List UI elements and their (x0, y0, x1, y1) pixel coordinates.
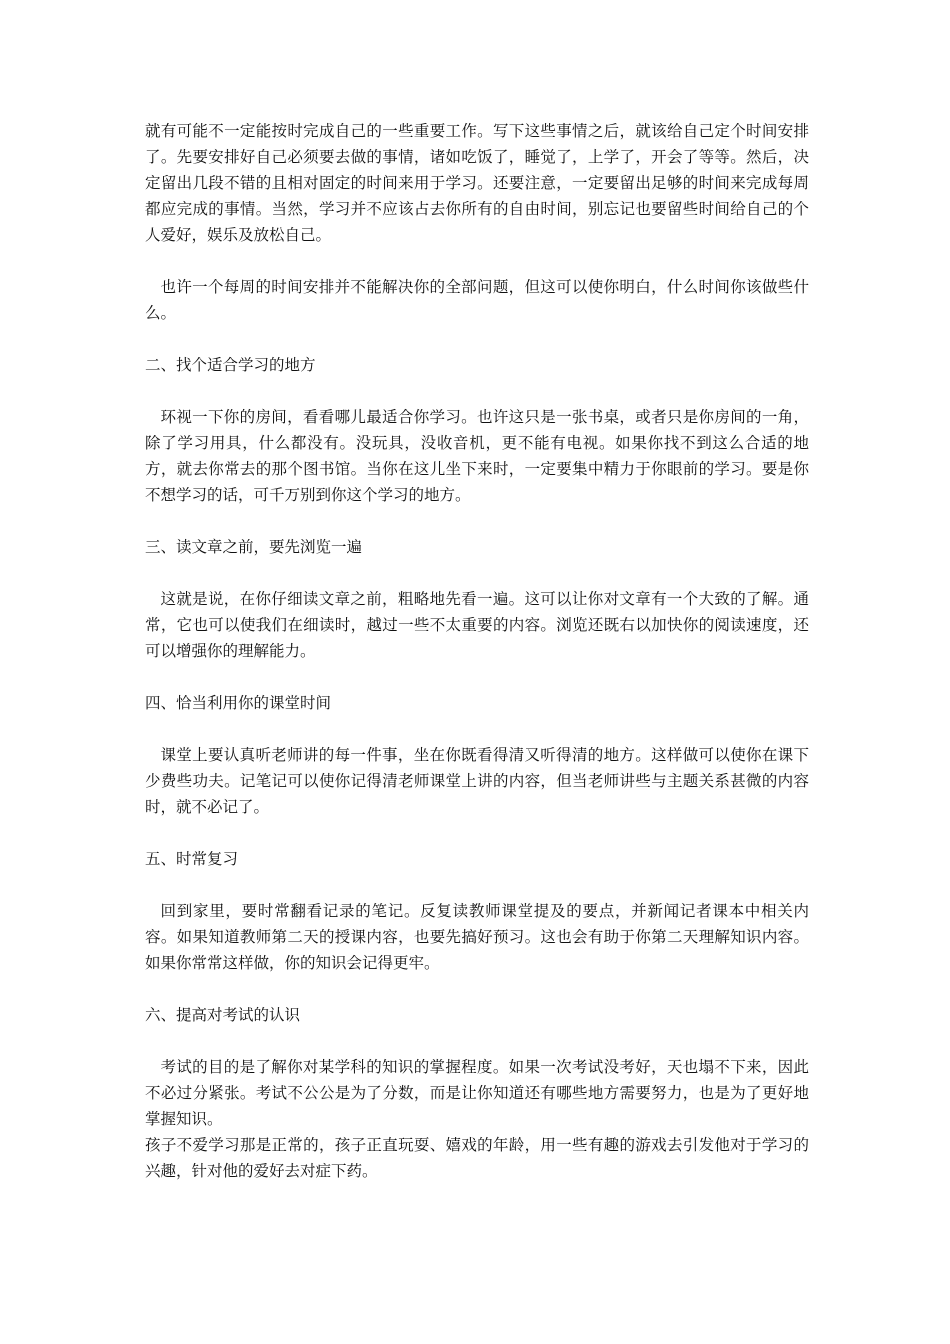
section-body-study-place: 环视一下你的房间，看看哪儿最适合你学习。也许这只是一张书桌，或者只是你房间的一角，除了学习用具，什么都没有。没玩具，没收音机，更不能有电视。如果你找不到这么合适的地方，就去你常去的那个图书馆。当你在这儿坐下来时，一定要集中精力于你眼前的学习。要是你不想学习的话，可千万别到你这个学习的地方。 (145, 408, 809, 504)
section-body-exams: 考试的目的是了解你对某学科的知识的掌握程度。如果一次考试没考好，天也塌不下来，因此不必过分紧张。考试不公公是为了分数，而是让你知道还有哪些地方需要努力，也是为了更好地掌握知识。 (145, 1058, 809, 1128)
paragraph-schedule: 就有可能不一定能按时完成自己的一些重要工作。写下这些事情之后，就该给自己定个时间安排了。先要安排好自己必须要去做的事情，诸如吃饭了，睡觉了，上学了，开会了等等。然后，决定留出几段不错的且相对固定的时间来用于学习。还要注意，一定要留出足够的时间来完成每周都应完成的事情。当然，学习并不应该占去你所有的自由时间，别忘记也要留些时间给自己的个人爱好，娱乐及放松自己。 (145, 122, 809, 244)
section-heading-preview-reading: 三、读文章之前，要先浏览一遍 (145, 538, 363, 556)
section-body-preview-reading: 这就是说，在你仔细读文章之前，粗略地先看一遍。这可以让你对文章有一个大致的了解。通常，它也可以使我们在细读时，越过一些不太重要的内容。浏览还既右以加快你的阅读速度，还可以增强你的理解能力。 (145, 590, 809, 660)
paragraph-closing: 孩子不爱学习那是正常的，孩子正直玩耍、嬉戏的年龄，用一些有趣的游戏去引发他对于学习的兴趣，针对他的爱好去对症下药。 (145, 1136, 809, 1180)
section-heading-review: 五、时常复习 (145, 850, 239, 868)
section-body-review: 回到家里，要时常翻看记录的笔记。反复读教师课堂提及的要点，并新闻记者课本中相关内容。如果知道教师第二天的授课内容，也要先搞好预习。这也会有助于你第二天理解知识内容。如果你常常这样做，你的知识会记得更牢。 (145, 902, 809, 972)
paragraph-weekly-plan: 也许一个每周的时间安排并不能解决你的全部问题，但这可以使你明白，什么时间你该做些什么。 (145, 278, 809, 322)
section-heading-class-time: 四、恰当利用你的课堂时间 (145, 694, 332, 712)
section-heading-exams: 六、提高对考试的认识 (145, 1006, 301, 1024)
section-body-class-time: 课堂上要认真听老师讲的每一件事，坐在你既看得清又听得清的地方。这样做可以使你在课下少费些功夫。记笔记可以使你记得清老师课堂上讲的内容，但当老师讲些与主题关系甚微的内容时，就不必记了。 (145, 746, 809, 816)
section-heading-study-place: 二、找个适合学习的地方 (145, 356, 316, 374)
document-body (145, 118, 809, 1184)
